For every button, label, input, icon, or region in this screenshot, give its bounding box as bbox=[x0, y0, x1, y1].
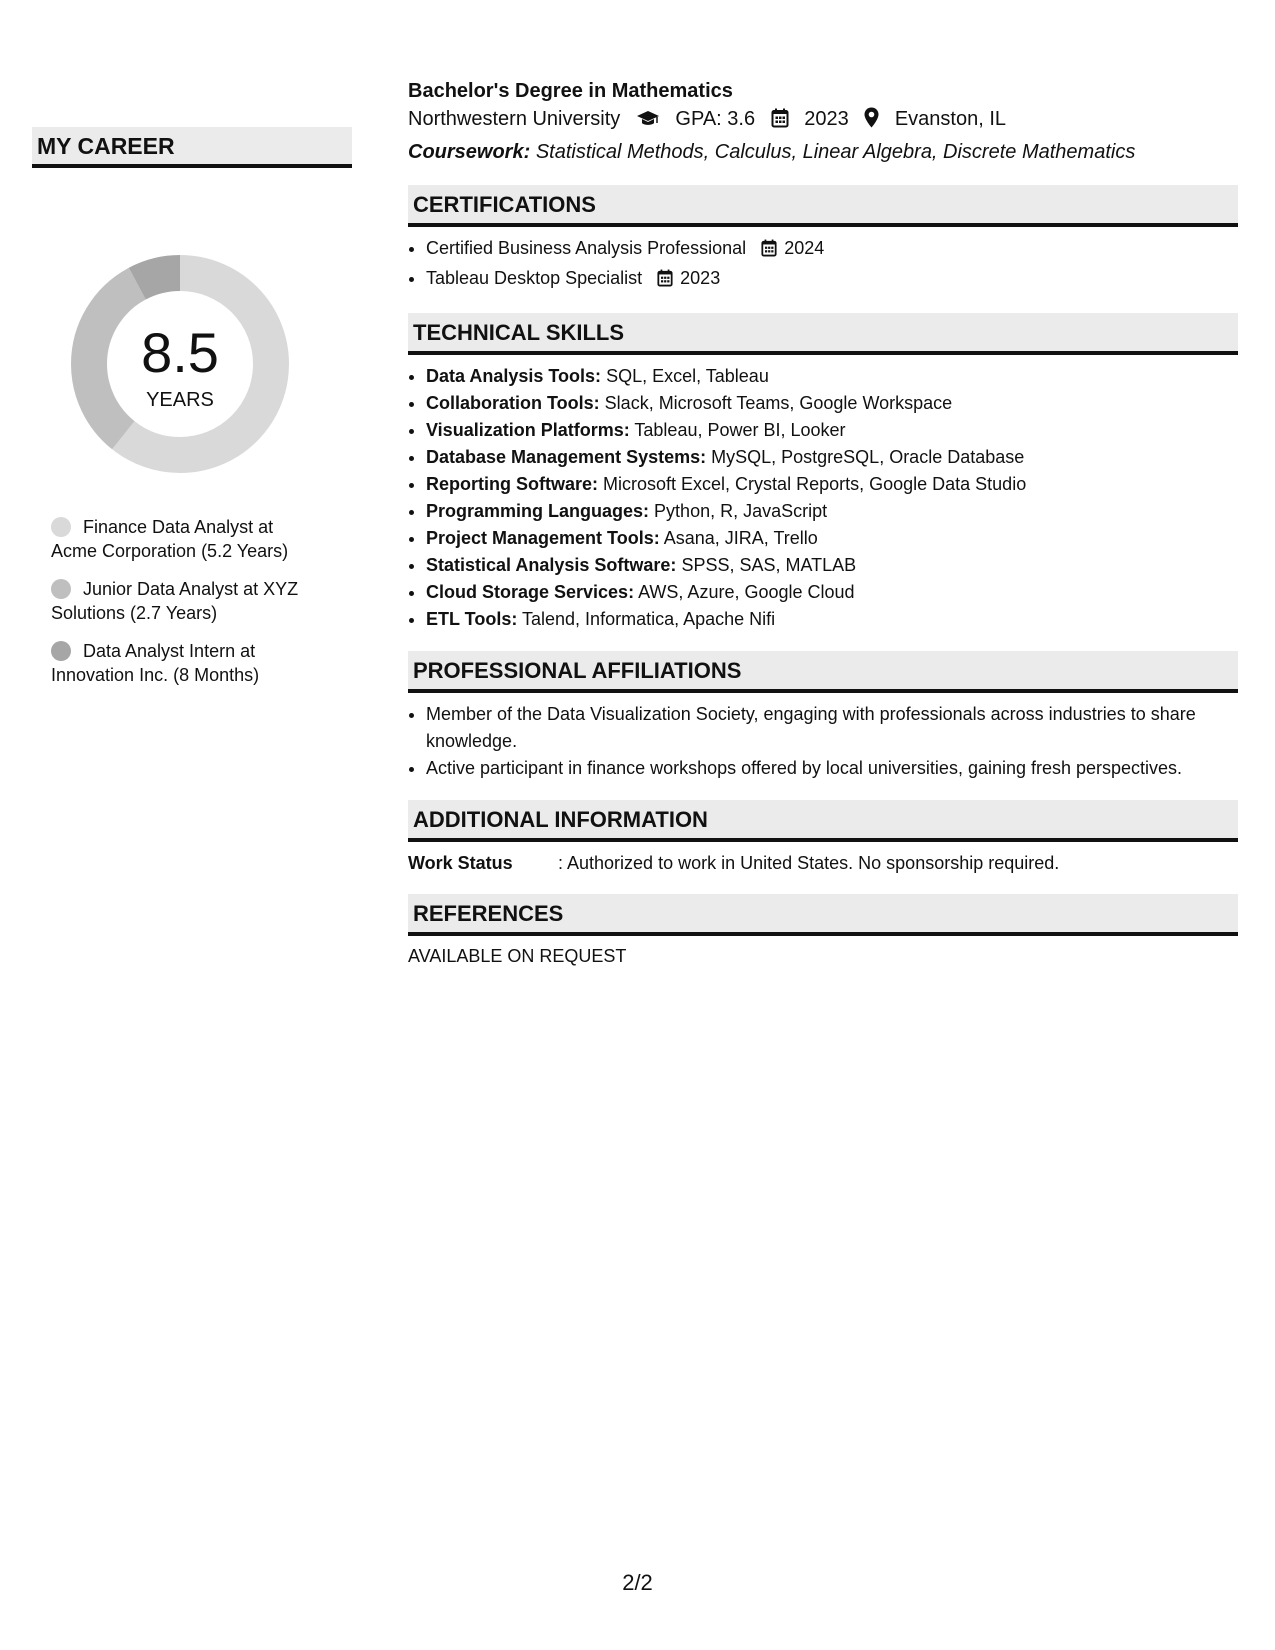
list-item bbox=[426, 498, 1238, 525]
certifications-title: CERTIFICATIONS bbox=[408, 185, 1238, 227]
career-legend bbox=[51, 515, 321, 687]
skill-label: ETL Tools: bbox=[426, 609, 518, 629]
work-status-value: : Authorized to work in United States. No sponsorship required. bbox=[558, 853, 1060, 873]
skill-label: Programming Languages: bbox=[426, 501, 650, 521]
additional-information-title: ADDITIONAL INFORMATION bbox=[408, 800, 1238, 842]
skill-label: Cloud Storage Services: bbox=[426, 582, 635, 602]
technical-skills-list bbox=[408, 363, 1238, 633]
education-location: Evanston, IL bbox=[894, 108, 1007, 130]
career-column bbox=[32, 127, 352, 701]
legend-dot bbox=[51, 579, 71, 599]
list-item bbox=[426, 417, 1238, 444]
skill-label: Reporting Software: bbox=[426, 474, 599, 494]
skill-value: Slack, Microsoft Teams, Google Workspace bbox=[604, 393, 953, 413]
calendar-icon bbox=[771, 107, 789, 137]
legend-dot bbox=[51, 517, 71, 537]
list-item: • Active participant in finance workshops offered by local universities, gaining fresh perspectives. bbox=[426, 755, 1238, 782]
list-item bbox=[426, 390, 1238, 417]
certification-year: 2023 bbox=[680, 268, 721, 288]
legend-label: Finance Data Analyst at Acme Corporation (5.2 Years) bbox=[51, 517, 289, 561]
legend-item bbox=[51, 515, 321, 563]
legend-item bbox=[51, 639, 321, 687]
main-column bbox=[408, 78, 1238, 967]
calendar-icon bbox=[657, 268, 673, 295]
skill-label: Collaboration Tools: bbox=[426, 393, 600, 413]
list-item bbox=[426, 265, 1238, 295]
legend-dot bbox=[51, 641, 71, 661]
legend-item bbox=[51, 577, 321, 625]
legend-label: Data Analyst Intern at Innovation Inc. (8 Months) bbox=[51, 641, 260, 685]
education-gpa: GPA: 3.6 bbox=[675, 108, 756, 130]
skill-value: SPSS, SAS, MATLAB bbox=[681, 555, 857, 575]
skill-label: Statistical Analysis Software: bbox=[426, 555, 677, 575]
list-item bbox=[426, 363, 1238, 390]
skill-value: Asana, JIRA, Trello bbox=[663, 528, 818, 548]
list-item bbox=[426, 525, 1238, 552]
education-details bbox=[408, 104, 1238, 137]
certifications-list bbox=[408, 235, 1238, 295]
references-text: AVAILABLE ON REQUEST bbox=[408, 946, 627, 966]
education-year: 2023 bbox=[804, 108, 849, 130]
references-title: REFERENCES bbox=[408, 894, 1238, 936]
list-item bbox=[426, 235, 1238, 265]
legend-label: Junior Data Analyst at XYZ Solutions (2.7 Years) bbox=[51, 579, 299, 623]
skill-value: MySQL, PostgreSQL, Oracle Database bbox=[711, 447, 1025, 467]
work-status-label: Work Status bbox=[408, 853, 513, 873]
education-school: Northwestern University bbox=[408, 108, 621, 130]
skill-label: Visualization Platforms: bbox=[426, 420, 630, 440]
skill-label: Project Management Tools: bbox=[426, 528, 660, 548]
coursework-label: Coursework: bbox=[408, 141, 531, 163]
work-status-row bbox=[408, 850, 1238, 876]
skill-value: Python, R, JavaScript bbox=[654, 501, 828, 521]
career-total-unit: YEARS bbox=[146, 389, 214, 411]
education-coursework bbox=[408, 137, 1238, 167]
list-item bbox=[426, 552, 1238, 579]
page-number: 2/2 bbox=[622, 1570, 653, 1595]
list-item: • Member of the Data Visualization Society, engaging with professionals across industries to share knowledge. bbox=[426, 701, 1238, 755]
technical-skills-title: TECHNICAL SKILLS bbox=[408, 313, 1238, 355]
career-section-title: MY CAREER bbox=[32, 127, 352, 168]
list-item bbox=[426, 444, 1238, 471]
affiliations-list bbox=[408, 701, 1238, 782]
graduation-cap-icon bbox=[636, 107, 660, 137]
skill-value: Microsoft Excel, Crystal Reports, Google Data Studio bbox=[603, 474, 1027, 494]
certification-name: Certified Business Analysis Professional bbox=[426, 238, 747, 258]
professional-affiliations-title: PROFESSIONAL AFFILIATIONS bbox=[408, 651, 1238, 693]
skill-label: Database Management Systems: bbox=[426, 447, 707, 467]
calendar-icon bbox=[761, 238, 777, 265]
skill-value: Tableau, Power BI, Looker bbox=[634, 420, 846, 440]
skill-label: Data Analysis Tools: bbox=[426, 366, 602, 386]
skill-value: AWS, Azure, Google Cloud bbox=[638, 582, 855, 602]
career-total-years: 8.5 bbox=[141, 321, 219, 384]
certification-year: 2024 bbox=[784, 238, 825, 258]
list-item bbox=[426, 606, 1238, 633]
donut-center bbox=[65, 249, 295, 479]
certification-name: Tableau Desktop Specialist bbox=[426, 268, 643, 288]
skill-value: Talend, Informatica, Apache Nifi bbox=[522, 609, 776, 629]
education-degree: Bachelor's Degree in Mathematics bbox=[408, 80, 733, 102]
coursework-list: Statistical Methods, Calculus, Linear Algebra, Discrete Mathematics bbox=[535, 141, 1136, 163]
list-item bbox=[426, 471, 1238, 498]
location-pin-icon bbox=[864, 107, 879, 137]
list-item bbox=[426, 579, 1238, 606]
skill-value: SQL, Excel, Tableau bbox=[606, 366, 769, 386]
career-donut-chart bbox=[65, 249, 295, 479]
